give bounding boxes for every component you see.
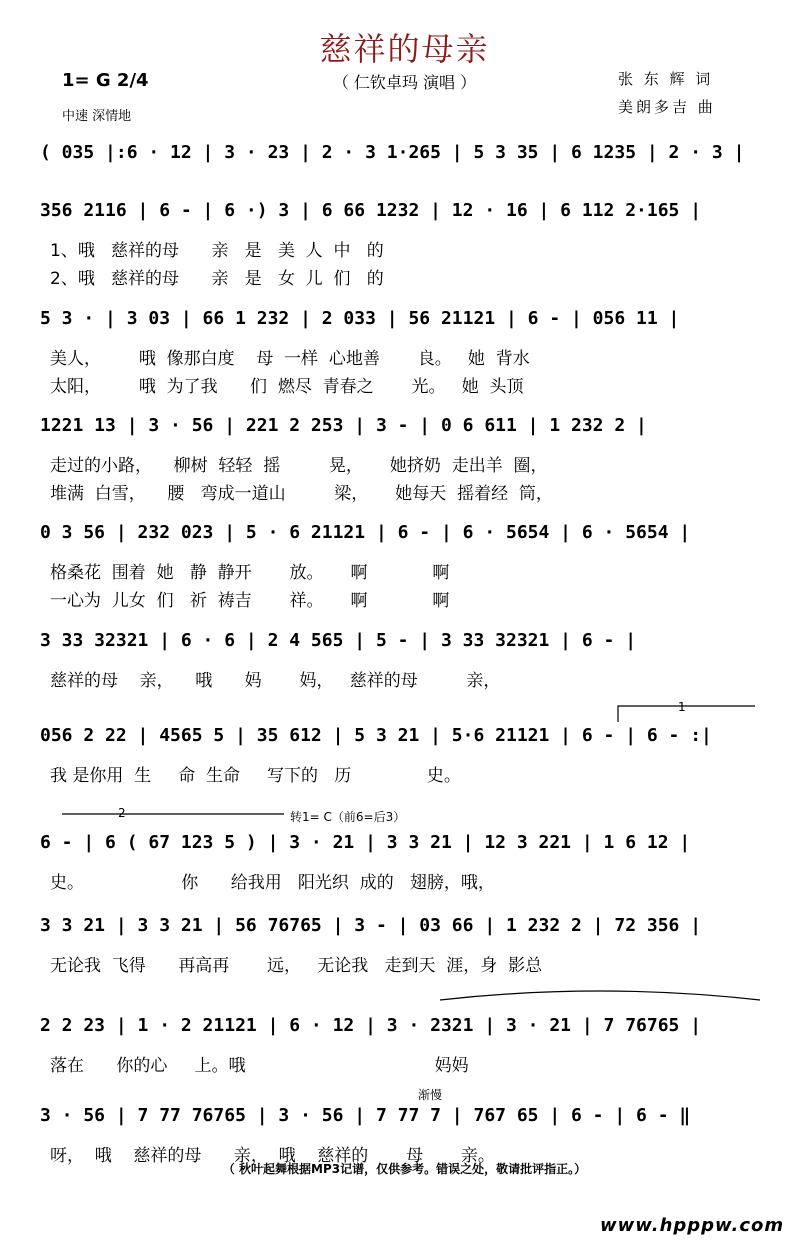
notation-row: 5 3 · | 3 03 | 66 1 232 | 2 033 | 56 21121 | 6 - | 056 11 | xyxy=(40,308,680,329)
notation-row: 3 3 21 | 3 3 21 | 56 76765 | 3 - | 03 66 | 1 232 2 | 72 356 | xyxy=(40,915,702,936)
volta-1-label: 1 xyxy=(678,700,686,714)
lyric-line: 太阳， 哦 为了我 们 燃尽 青春之 光。 她 头顶 xyxy=(50,377,524,397)
composer-credit: 美朗多吉 曲 xyxy=(618,98,716,116)
notation-row: 056 2 22 | 4565 5 | 35 612 | 5 3 21 | 5·6 21121 | 6 - | 6 - :| xyxy=(40,725,712,746)
footer-note: （ 秋叶起舞根据MP3记谱，仅供参考。错误之处，敬请批评指正。） xyxy=(222,1162,587,1176)
lyric-line: 我 是你用 生 命 生命 写下的 历 史。 xyxy=(50,766,461,786)
tempo-marking: 中速 深情地 xyxy=(62,109,132,124)
lyricist-credit: 张 东 辉 词 xyxy=(618,70,714,88)
volta-2-label: 2 xyxy=(118,806,126,820)
song-title: 慈祥的母亲 xyxy=(319,30,490,68)
notation-row: 356 2116 | 6 - | 6 ·) 3 | 6 66 1232 | 12 · 16 | 6 112 2·165 | xyxy=(40,200,702,221)
lyric-line: 落在 你的心 上。哦 妈妈 xyxy=(50,1056,469,1076)
volta-1-bracket xyxy=(618,706,755,722)
lyric-line: 慈祥的母 亲， 哦 妈 妈， 慈祥的母 亲， xyxy=(50,671,501,691)
lyric-line: 堆满 白雪， 腰 弯成一道山 梁， 她每天 摇着经 筒， xyxy=(50,484,553,504)
notation-row: 1221 13 | 3 · 56 | 221 2 253 | 3 - | 0 6 611 | 1 232 2 | xyxy=(40,415,647,436)
lyric-line: 走过的小路， 柳树 轻轻 摇 晃， 她挤奶 走出羊 圈， xyxy=(50,456,548,476)
lyric-line: 呀， 哦 慈祥的母 亲， 哦 慈祥的 母 亲。 xyxy=(50,1146,495,1166)
notation-row: 0 3 56 | 232 023 | 5 · 6 21121 | 6 - | 6 · 5654 | 6 · 5654 | xyxy=(40,522,691,543)
notation-row: 2 2 23 | 1 · 2 21121 | 6 · 12 | 3 · 2321 | 3 · 21 | 7 76765 | xyxy=(40,1015,702,1036)
lyric-line: 2、哦 慈祥的母 亲 是 女 儿 们 的 xyxy=(50,269,384,289)
notation-row: 3 · 56 | 7 77 76765 | 3 · 56 | 7 77 7 | 767 65 | 6 - | 6 - ‖ xyxy=(40,1105,691,1126)
ritardando-mark: 渐慢 xyxy=(418,1088,443,1102)
notation-row: ( 035 |:6 · 12 | 3 · 23 | 2 · 3 1·265 | 5 3 35 | 6 1235 | 2 · 3 | xyxy=(40,142,745,163)
notation-row: 3 33 32321 | 6 · 6 | 2 4 565 | 5 - | 3 33 32321 | 6 - | xyxy=(40,630,637,651)
tie-line xyxy=(440,991,760,1000)
modulation-mark: 转1= C（前6=后3） xyxy=(290,810,406,824)
lyric-line: 1、哦 慈祥的母 亲 是 美 人 中 的 xyxy=(50,241,384,261)
lyric-line: 一心为 儿女 们 祈 祷吉 祥。 啊 啊 xyxy=(50,591,450,611)
key-signature: 1= G 2/4 xyxy=(62,70,149,91)
lyric-line: 史。 你 给我用 阳光织 成的 翅膀，哦， xyxy=(50,873,495,893)
site-watermark: www.hpppw.com xyxy=(600,1215,785,1236)
singer-credit: （ 仁钦卓玛 演唱 ） xyxy=(332,73,477,92)
notation-row: 6 - | 6 ( 67 123 5 ) | 3 · 21 | 3 3 21 | 12 3 221 | 1 6 12 | xyxy=(40,832,691,853)
lyric-line: 美人， 哦 像那白度 母 一样 心地善 良。 她 背水 xyxy=(50,349,530,369)
lyric-line: 无论我 飞得 再高再 远， 无论我 走到天 涯，身 影总 xyxy=(50,956,543,976)
lyric-line: 格桑花 围着 她 静 静开 放。 啊 啊 xyxy=(50,563,450,583)
